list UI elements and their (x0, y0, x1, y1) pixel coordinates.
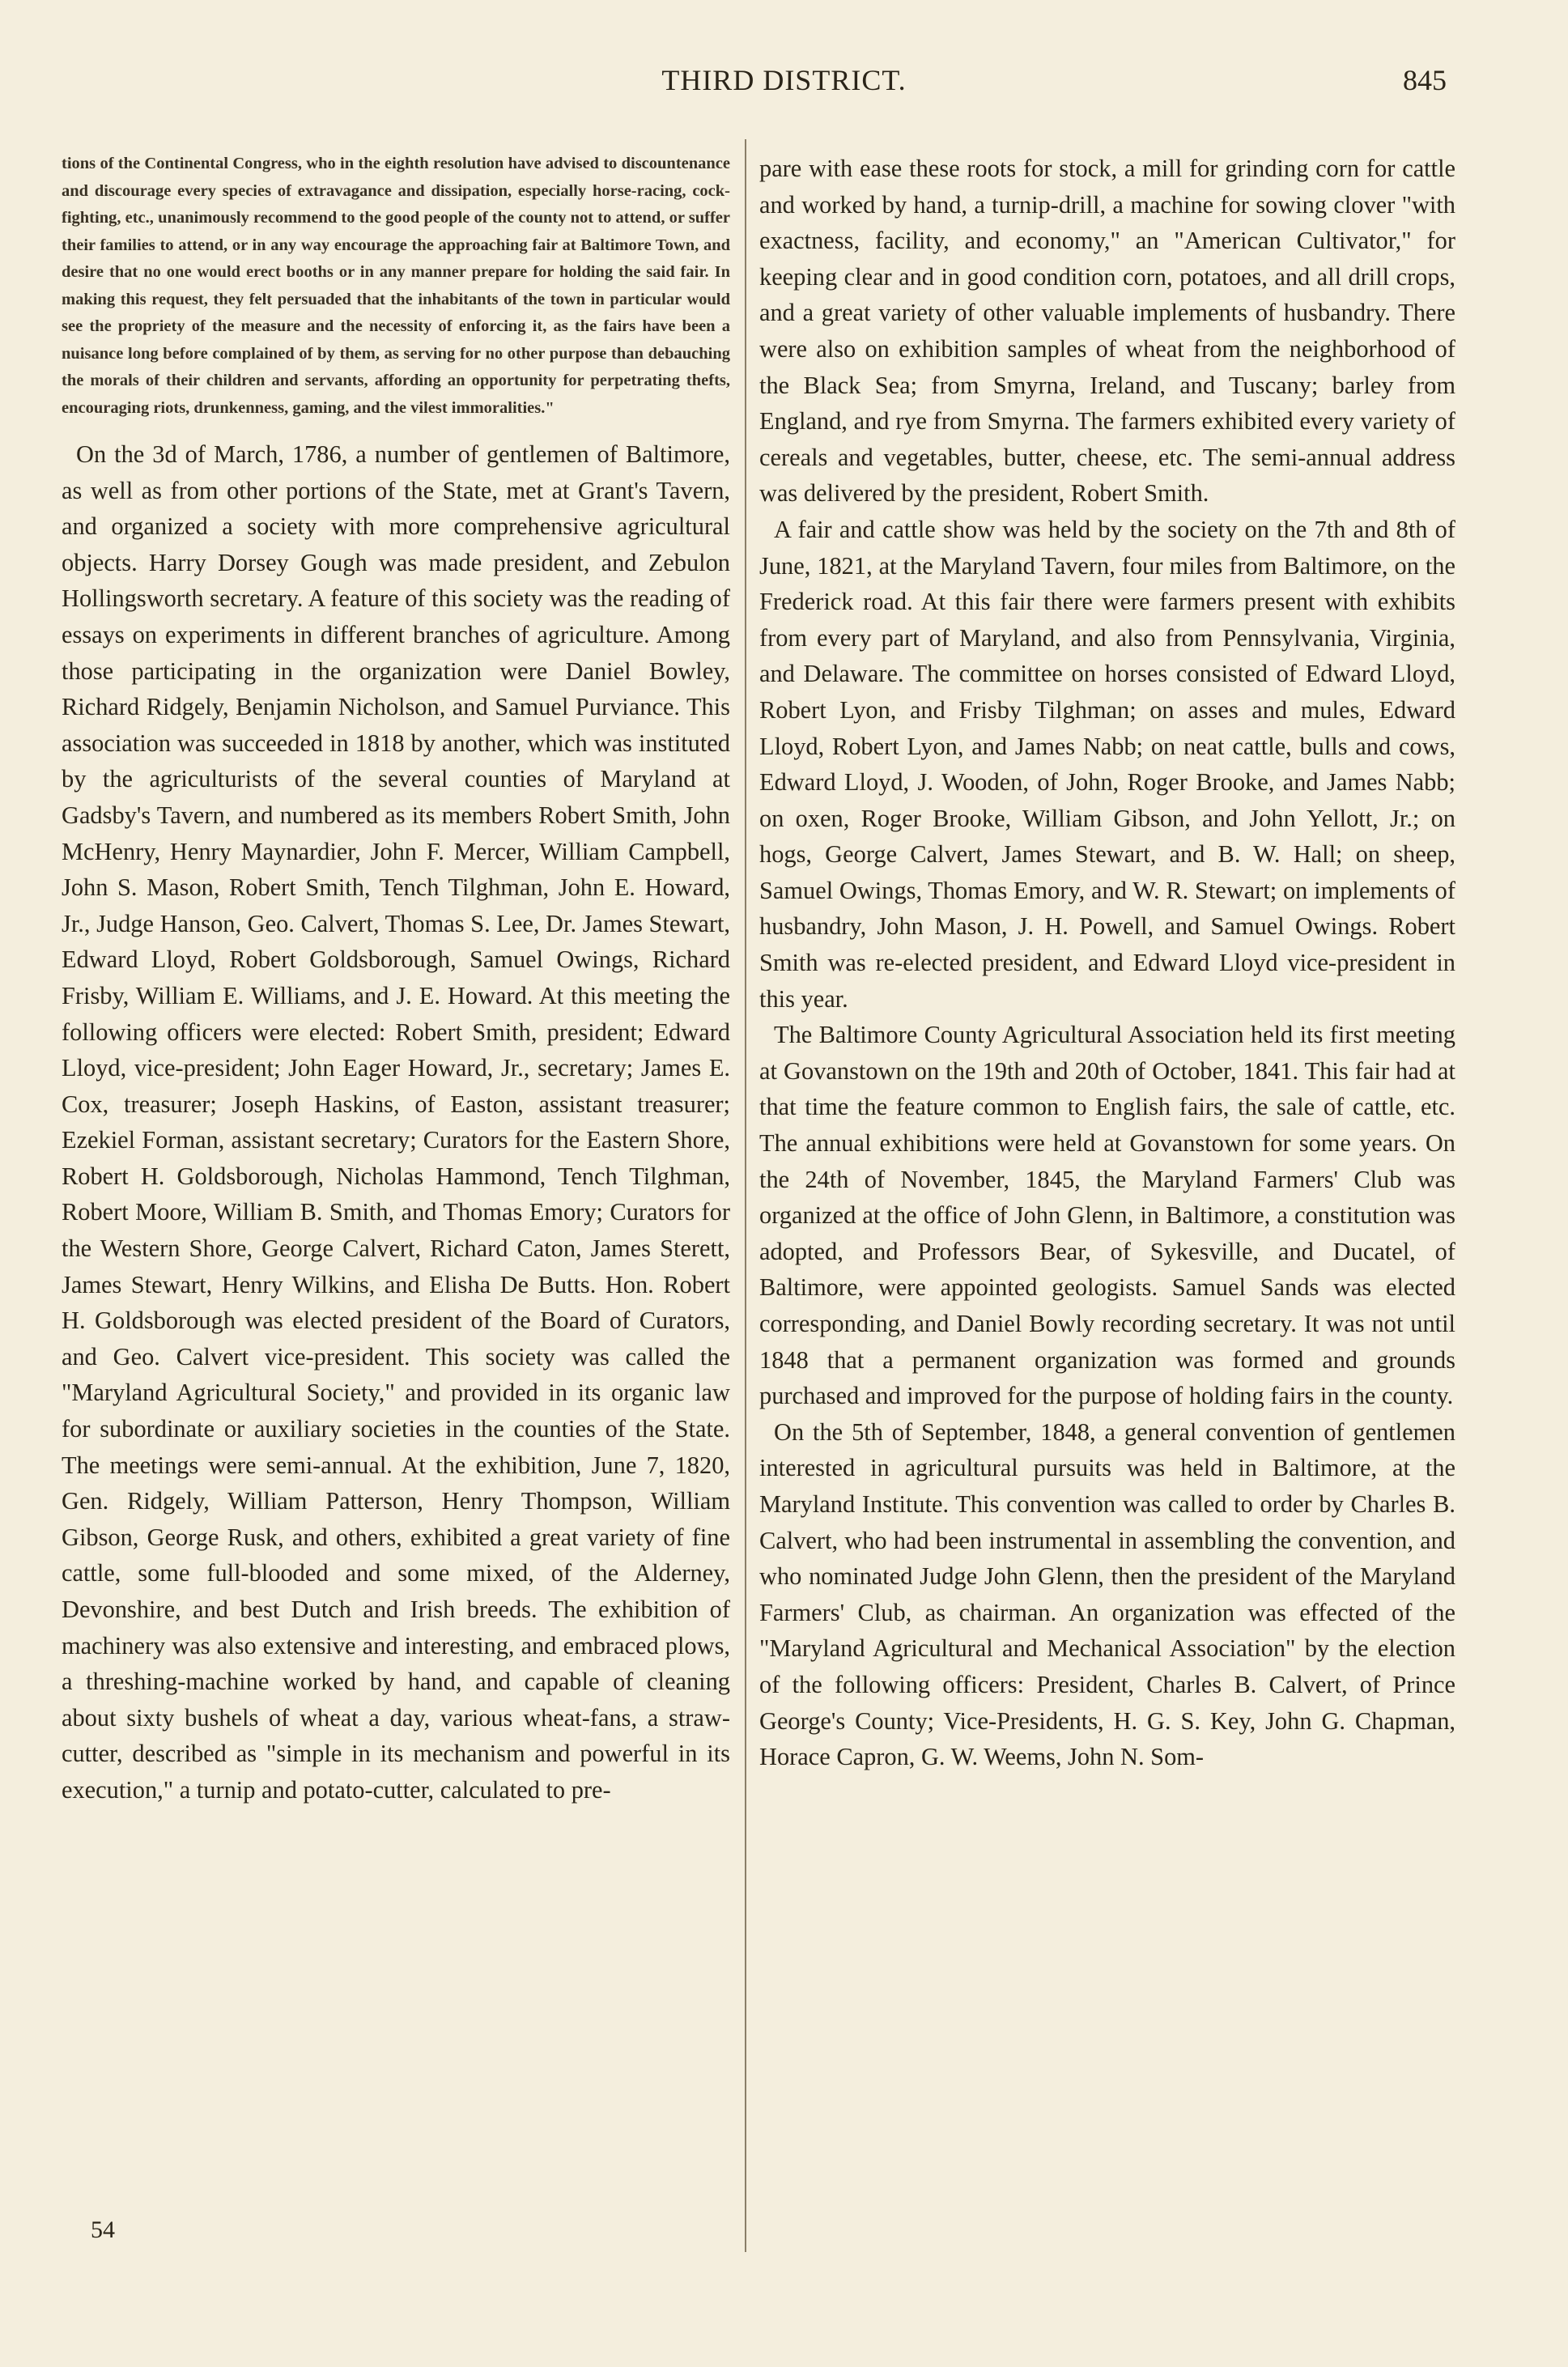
right-column (759, 151, 1455, 1775)
paragraph-county-association: The Baltimore County Agricultural Association held its first meeting at Govanstown on the 19th and 20th of October, 1841. This fair had at that time the feature common to English fairs, the sale of cattle, etc. The annual exhibitions were held at Govanstown for some years. On the 24th of November, 1845, the Maryland Farmers' Club was organized at the office of John Glenn, in Baltimore, a constitution was adopted, and Professors Bear, of Sykesville, and Ducatel, of Baltimore, were appointed geologists. Samuel Sands was elected corresponding, and Daniel Bowly recording secretary. It was not until 1848 that a permanent organization was formed and grounds purchased and improved for the purpose of holding fairs in the county. (759, 1021, 1455, 1410)
paragraph-convention-1848: On the 5th of September, 1848, a general convention of gentlemen interested in agricultural pursuits was held in Baltimore, at the Maryland Institute. This convention was called to order by Charles B. Calvert, who had been instrumental in assembling the convention, and who nominated Judge John Glenn, then the president of the Maryland Farmers' Club, as chairman. An organization was effected of the "Maryland Agricultural and Mechanical Association" by the election of the following officers: President, Charles B. Calvert, of Prince George's County; Vice-Presidents, H. G. S. Key, John G. Chapman, Horace Capron, G. W. Weems, John N. Som- (759, 1417, 1455, 1771)
column-divider (745, 139, 746, 2252)
page-number: 845 (1403, 64, 1447, 96)
paragraph-society-1786: On the 3d of March, 1786, a number of gentlemen of Baltimore, as well as from other portions of the State, met at Grant's Tavern, and organized a society with more comprehensive agricultural objects. Harry Dorsey Gough was made president, and Zebulon Hollingsworth secretary. A feature of this society was the reading of essays on experiments in different branches of agriculture. Among those participating in the organization were Daniel Bowley, Richard Ridgely, Benjamin Nicholson, and Samuel Purviance. This association was succeeded in 1818 by another, which was instituted by the agriculturists of the several counties of Maryland at Gadsby's Tavern, and numbered as its members Robert Smith, John McHenry, Henry Maynardier, John F. Mercer, William Campbell, John S. Mason, Robert Smith, Tench Tilghman, John E. Howard, Jr., Judge Hanson, Geo. Calvert, Thomas S. Lee, Dr. James Stewart, Edward Lloyd, Robert Goldsborough, Samuel Owings, Richard Frisby, William E. Williams, and J. E. Howard. At this meeting the following officers were elected: Robert Smith, president; Edward Lloyd, vice-president; John Eager Howard, Jr., secretary; James E. Cox, treasurer; Joseph Haskins, of Easton, assistant treasurer; Ezekiel Forman, assistant secretary; Curators for the Eastern Shore, Robert H. Goldsborough, Nicholas Hammond, Tench Tilghman, Robert Moore, William B. Smith, and Thomas Emory; Curators for the Western Shore, George Calvert, Richard Caton, James Sterett, James Stewart, Henry Wilkins, and Elisha De Butts. Hon. Robert H. Goldsborough was elected president of the Board of Curators, and Geo. Calvert vice-president. This society was called the "Maryland Agricultural Society," and provided in its organic law for subordinate or auxiliary societies in the counties of the State. The meetings were semi-annual. At the exhibition, June 7, 1820, Gen. Ridgely, William Patterson, Henry Thompson, William Gibson, George Rusk, and others, exhibited a great variety of fine cattle, some full-blooded and some mixed, of the Alderney, Devonshire, and best Dutch and Irish breeds. The exhibition of machinery was also extensive and interesting, and embraced plows, a threshing-machine worked by hand, and capable of cleaning about sixty bushels of wheat a day, various wheat-fans, a straw-cutter, described as "simple in its mechanism and powerful in its execution," a turnip and potato-cutter, calculated to pre- (62, 440, 730, 1804)
signature-mark: 54 (91, 2216, 115, 2243)
paragraph-fair-1821: A fair and cattle show was held by the society on the 7th and 8th of June, 1821, at the Maryland Tavern, four miles from Baltimore, on the Frederick road. At this fair there were farmers present with exhibits from every part of Maryland, and also from Pennsylvania, Virginia, and Delaware. The committee on horses consisted of Edward Lloyd, Robert Lyon, and Frisby Tilghman; on asses and mules, Edward Lloyd, Robert Lyon, and James Nabb; on neat cattle, bulls and cows, Edward Lloyd, J. Wooden, of John, Roger Brooke, and James Nabb; on oxen, Roger Brooke, William Gibson, and John Yellott, Jr.; on hogs, George Calvert, James Stewart, and B. W. Hall; on sheep, Samuel Owings, Thomas Emory, and W. R. Stewart; on implements of husbandry, John Mason, J. H. Powell, and Samuel Owings. Robert Smith was re-elected president, and Edward Lloyd vice-president in this year. (759, 515, 1455, 1013)
paragraph-continuation: pare with ease these roots for stock, a mill for grinding corn for cattle and worked by hand, a turnip-drill, a machine for sowing clover "with exactness, facility, and economy," an "American Cultivator," for keeping clear and in good condition corn, potatoes, and all drill crops, and a great variety of other valuable implements of husbandry. There were also on exhibition samples of wheat from the neighborhood of the Black Sea; from Smyrna, Ireland, and Tuscany; barley from England, and rye from Smyrna. The farmers exhibited every variety of cereals and vegetables, butter, cheese, etc. The semi-annual address was delivered by the president, Robert Smith. (759, 155, 1455, 508)
left-column (62, 151, 730, 1808)
quoted-extract: tions of the Continental Congress, who in the eighth resolution have advised to discountenance and discourage every species of extravagance and dissipation, especially horse-racing, cock-fighting, etc., unanimously recommend to the good people of the county not to attend, or suffer their families to attend, or in any way encourage the approaching fair at Baltimore Town, and desire that no one would erect booths or in any manner prepare for holding the said fair. In making this request, they felt persuaded that the inhabitants of the town in particular would see the propriety of the measure and the necessity of enforcing it, as the fairs have been a nuisance long before complained of by them, as serving for no other purpose than debauching the morals of their children and servants, affording an opportunity for perpetrating thefts, encouraging riots, drunkenness, gaming, and the vilest immoralities." (62, 155, 730, 417)
running-title: THIRD DISTRICT. (661, 64, 907, 96)
running-head (0, 63, 1568, 112)
